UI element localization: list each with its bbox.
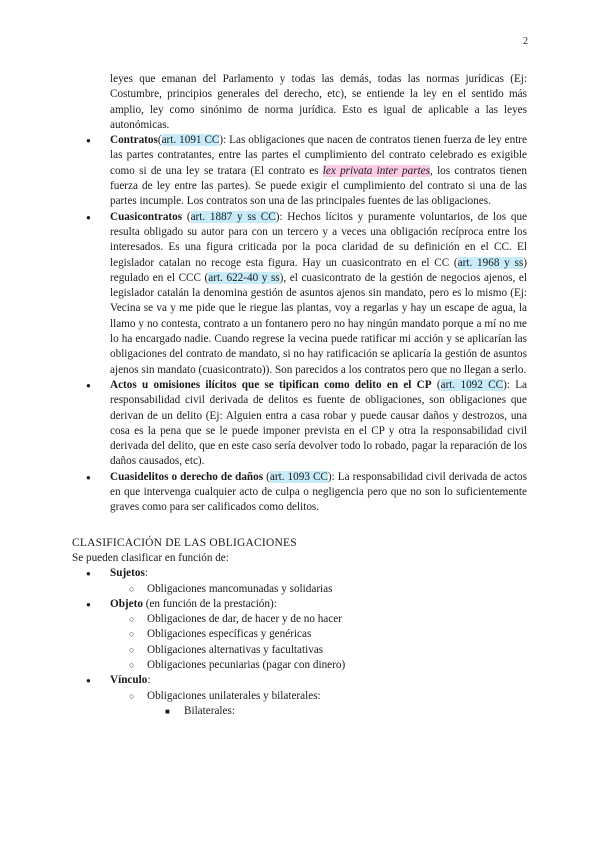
list-item-actos-ilicitos: ● Actos u omisiones ilícitos que se tipifican como delito en el CP (art. 1092 CC): La responsabilidad civil derivada de delitos es fuente de obligaciones, son obligaciones que derivan de un delito (Ej: Alguien entra a casa robar y puede causar daños y destrozos, una cosa es la pena que se le puede imponer prevista en el CP y otra la responsabilidad civil derivada del delito, que en este caso sería devolver todo lo robado, pagar la reparación de los daños causados, etc). xyxy=(72,378,527,470)
list-item-contratos: ● Contratos(art. 1091 CC): Las obligaciones que nacen de contratos tienen fuerza de ley entre las partes contratantes, entre las partes el cumplimiento del contrato celebrado es exigible como si de una ley se tratara (El contrato es lex privata inter partes, los contratos tienen fuerza de ley entre las partes). Se puede exigir el cumplimiento del contrato si una de las partes incumple. Los contratos son una de las principales fuentes de las obligaciones. xyxy=(72,133,527,209)
classification-list xyxy=(72,566,527,719)
body-text: ): La responsabilidad civil derivada de delitos es fuente de obligaciones, son obligaciones que derivan de un delito (Ej: Alguien entra a casa robar y puede causar daños y destrozos, una cosa es la pena que se le puede imponer prevista en el CP y otra la responsabilidad civil derivada del delito, que en este caso sería devolver todo lo robado, pagar la reparación de los daños causados, etc). xyxy=(110,378,527,468)
sub-list-item xyxy=(110,689,527,720)
body-text: ): La responsabilidad civil derivada de actos en que intervenga cualquier acto de culpa o negligencia pero que no son lo suficientemente graves como para ser calificados como delitos. xyxy=(110,470,527,514)
body-text: : Las obligaciones que nacen de contratos tienen fuerza de ley entre las partes contratantes, entre las partes el cumplimiento del contrato celebrado es exigible como si de una ley se tratara (El contrato es xyxy=(110,134,527,177)
sub-list-item: ○ Obligaciones específicas y genéricas xyxy=(110,627,527,642)
list-item-objeto xyxy=(72,597,527,673)
section-intro: Se pueden clasificar en función de: xyxy=(72,551,229,564)
article-reference: art. 1091 CC xyxy=(161,134,220,147)
sub-list-item: ○ Obligaciones mancomunadas y solidarias xyxy=(110,582,527,597)
term-title: Cuasidelitos o derecho de daños xyxy=(110,470,264,483)
article-reference: art. 1968 y ss xyxy=(457,256,524,269)
term-title: Objeto xyxy=(110,597,143,610)
body-text: : Hechos lícitos y puramente voluntarios, de los que resulta obligado su autor para con un tercero y a veces una obligación recíproca entre los interesados. Es una figura criticada por la poca claridad de su definición en el CC. El legislador catalan no recoge esta figura. Hay un cuasicontrato en el CC ( xyxy=(110,210,528,269)
sub-list xyxy=(110,689,527,720)
article-reference: art. 1092 CC xyxy=(440,378,504,391)
sources-list xyxy=(72,133,527,515)
sub-list-item-text: Obligaciones unilaterales y bilaterales: xyxy=(147,689,321,702)
intro-paragraph: leyes que emanan del Parlamento y todas las demás, todas las normas jurídicas (Ej: Costumbre, principios generales del derecho, etc), se entiende la ley en el sentido más amplio, ley como sinónimo de norma jurídica. Esto es igual de aplicable a las leyes autonómicas. xyxy=(110,73,527,131)
sub-list-item: ○ Obligaciones de dar, de hacer y de no hacer xyxy=(110,612,527,627)
section-heading: CLASIFICACIÓN DE LAS OBLIGACIONES xyxy=(72,536,297,549)
list-item-cuasicontratos: ● Cuasicontratos (art. 1887 y ss CC): Hechos lícitos y puramente voluntarios, de los que resulta obligado su autor para con un tercero y a veces una obligación recíproca entre los interesados. Es una figura criticada por la poca claridad de su definición en el CC. El legislador catalan no recoge esta figura. Hay un cuasicontrato en el CC (art. 1968 y ss) regulado en el CCC (art. 622-40 y ss), el cuasicontrato de la gestión de negocios ajenos, el legislador catalán la denomina gestión de asuntos ajenos sin mandato, pero es lo mismo (Ej: Vecina se va y me pide que le riegue las plantas, voy a regarlas y hay un escape de agua, la llamo y no contesta, contrato a un fontanero pero no hay ningún mandato porque a mí no me lo ha encargado nadie. Cuando regrese la vecina puede ratificar mi acción y se aplicarían las obligaciones del contrato de mandato, si no hay ratificación se aplicaría la gestión de asuntos ajenos sin mandato (cuasicontrato)). Son parecidos a los contratos pero que no llegan a serlo. xyxy=(72,210,527,378)
term-title: Vínculo xyxy=(110,674,148,687)
list-item-vinculo: ● Vínculo: ○ Obligaciones unilaterales y bilaterales: ■ Bilaterales: xyxy=(72,673,527,719)
article-reference: art. 1887 y ss CC xyxy=(190,210,276,223)
sub-list xyxy=(110,612,527,673)
article-reference: art. 1093 CC xyxy=(269,470,328,483)
sub-sub-list xyxy=(147,704,527,719)
list-item-cuasidelitos: ● Cuasidelitos o derecho de daños (art. 1093 CC): La responsabilidad civil derivada de actos en que intervenga cualquier acto de culpa o negligencia pero que no son lo suficientemente graves como para ser calificados como delitos. xyxy=(72,470,527,516)
sub-list-item: ○ Obligaciones alternativas y facultativas xyxy=(110,643,527,658)
term-title: Contratos xyxy=(110,134,158,147)
latin-phrase: lex privata inter partes xyxy=(322,164,431,177)
list-item-sujetos: ● Sujetos: ○ Obligaciones mancomunadas y solidarias xyxy=(72,566,527,597)
sub-sub-list-item: ■ Bilaterales: xyxy=(147,704,527,719)
body-text: ) regulado en el CCC ( xyxy=(110,256,527,284)
term-note: (en función de la prestación): xyxy=(142,597,277,610)
term-title: Sujetos xyxy=(110,567,145,580)
document-body xyxy=(72,72,527,719)
body-text: ), el cuasicontrato de la gestión de negocios ajenos, el legislador catalán la denomina gestión de asuntos ajenos sin mandato, pero es lo mismo (Ej: Vecina se va y me pide que le riegue las plantas, voy a regarlas y hay un escape de agua, la llamo y no contesta, contrato a un fontanero pero no hay ningún mandato porque a mí no me lo ha encargado nadie. Cuando regrese la vecina puede ratificar mi acción y se aplicarían las obligaciones del contrato de mandato, si no hay ratificación se aplicaría la gestión de asuntos ajenos sin mandato (cuasicontrato)). Son parecidos a los contratos pero que no llegan a serlo. xyxy=(110,271,528,376)
body-text: , los contratos tienen fuerza de ley entre las partes). Se puede exigir el cumplimiento del contrato si una de las partes incumple. Los contratos son una de las principales fuentes de las obligaciones. xyxy=(110,164,527,208)
term-title: Actos u omisiones ilícitos que se tipifican como delito en el CP xyxy=(110,378,432,391)
sub-list-item: ○ Obligaciones pecuniarias (pagar con dinero) xyxy=(110,658,527,673)
article-reference: art. 622-40 y ss xyxy=(208,271,280,284)
sub-list xyxy=(110,582,527,597)
term-title: Cuasicontratos xyxy=(110,210,183,223)
page-number: 2 xyxy=(523,36,528,47)
